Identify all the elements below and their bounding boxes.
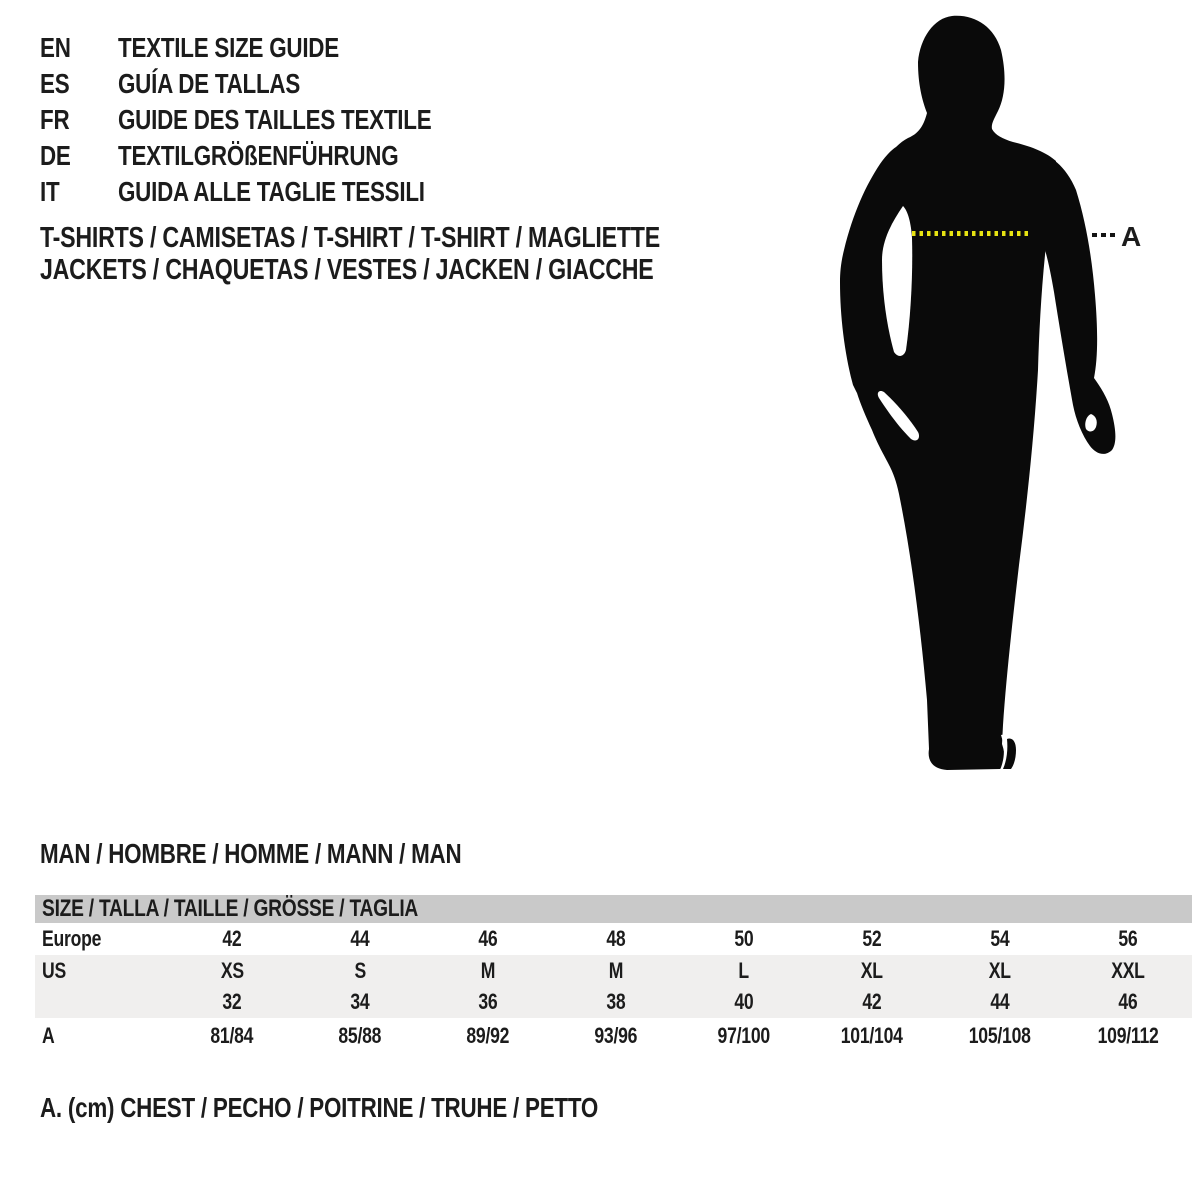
marker-dash-line xyxy=(1092,233,1118,237)
size-table xyxy=(35,895,1192,1053)
size-cell: M xyxy=(480,957,496,983)
language-title: GUIDE DES TAILLES TEXTILE xyxy=(118,104,432,135)
row-label: US xyxy=(42,957,66,983)
silhouette-right-arm-path xyxy=(1032,150,1115,454)
size-cell: 89/92 xyxy=(466,1022,510,1048)
size-cell: 46 xyxy=(1118,989,1138,1014)
size-cell: 85/88 xyxy=(338,1022,382,1048)
table-row-numeric xyxy=(35,986,1192,1018)
size-cell: 48 xyxy=(606,926,626,951)
language-title: GUIDA ALLE TAGLIE TESSILI xyxy=(118,176,425,207)
language-code: IT xyxy=(40,176,60,207)
size-cell: M xyxy=(608,957,624,983)
table-row-us xyxy=(35,955,1192,986)
table-row-europe xyxy=(35,923,1192,955)
category-line-jackets: JACKETS / CHAQUETAS / VESTES / JACKEN / GIACCHE xyxy=(40,253,654,286)
size-cell: 32 xyxy=(222,989,242,1014)
language-code: EN xyxy=(40,32,71,63)
language-code: ES xyxy=(40,68,70,99)
size-cell: 34 xyxy=(350,989,370,1014)
category-line-tshirts: T-SHIRTS / CAMISETAS / T-SHIRT / T-SHIRT / MAGLIETTE xyxy=(40,221,660,254)
size-cell: 101/104 xyxy=(841,1022,903,1048)
size-cell: 46 xyxy=(478,926,498,951)
size-cell: 50 xyxy=(734,926,754,951)
table-row-chest xyxy=(35,1018,1192,1053)
size-cell: 38 xyxy=(606,989,626,1014)
size-cell: 81/84 xyxy=(210,1022,254,1048)
marker-label: A xyxy=(1121,221,1142,252)
section-title: MAN / HOMBRE / HOMME / MANN / MAN xyxy=(40,838,462,869)
size-cell: S xyxy=(354,957,366,983)
size-cell: 42 xyxy=(862,989,882,1014)
language-title: TEXTILE SIZE GUIDE xyxy=(118,32,339,63)
size-cell: 93/96 xyxy=(594,1022,638,1048)
footnote: A. (cm) CHEST / PECHO / POITRINE / TRUHE / PETTO xyxy=(40,1092,599,1123)
row-label: A xyxy=(42,1022,55,1048)
row-label: Europe xyxy=(42,926,102,951)
size-cell: 44 xyxy=(350,926,370,951)
table-shaded-band xyxy=(35,955,1192,1018)
size-cell: 44 xyxy=(990,989,1010,1014)
size-cell: XXL xyxy=(1111,957,1145,983)
size-cell: 105/108 xyxy=(969,1022,1031,1048)
size-cell: 109/112 xyxy=(1097,1022,1159,1048)
size-cell: 54 xyxy=(990,926,1010,951)
size-table-header xyxy=(35,895,1192,923)
language-title: TEXTILGRÖßENFÜHRUNG xyxy=(118,140,399,171)
language-code: FR xyxy=(40,104,70,135)
language-code: DE xyxy=(40,140,71,171)
silhouette-body-path xyxy=(840,16,1056,770)
size-cell: XS xyxy=(220,957,244,983)
size-cell: 36 xyxy=(478,989,498,1014)
size-cell: L xyxy=(738,957,750,983)
size-cell: 42 xyxy=(222,926,242,951)
chest-measure-line xyxy=(912,231,1031,236)
size-cell: XL xyxy=(860,957,883,983)
size-cell: 52 xyxy=(862,926,882,951)
size-cell: 40 xyxy=(734,989,754,1014)
size-cell: 56 xyxy=(1118,926,1138,951)
size-table-header-label: SIZE / TALLA / TAILLE / GRÖSSE / TAGLIA xyxy=(42,895,419,922)
size-cell: XL xyxy=(988,957,1011,983)
language-title: GUÍA DE TALLAS xyxy=(118,68,301,99)
size-cell: 97/100 xyxy=(717,1022,771,1048)
